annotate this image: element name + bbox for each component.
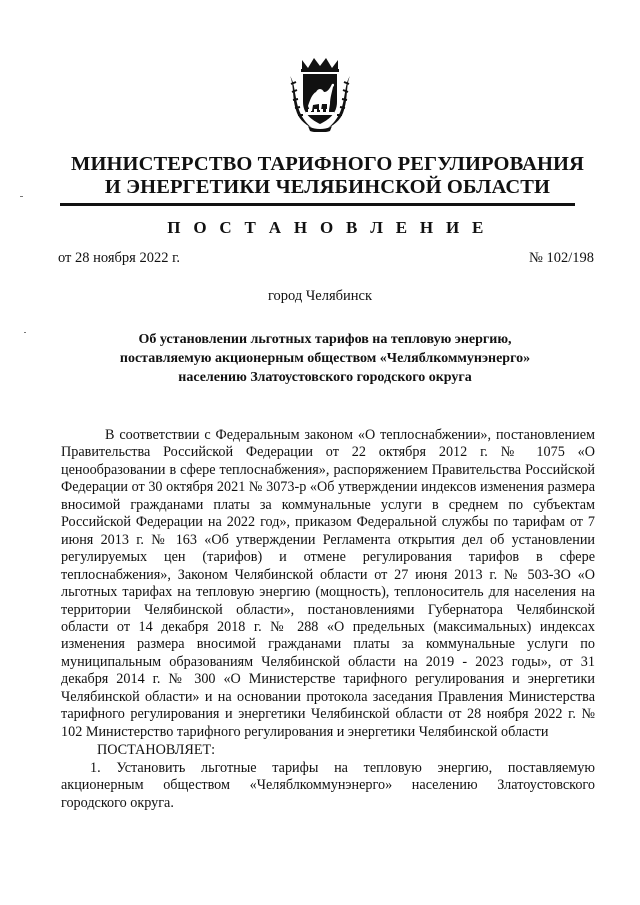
preamble-paragraph: В соответствии с Федеральным законом «О теплоснабжении», постановлением Правительства Российской Федерации от 22 октября 2012 г. № 1075 «О ценообразовании в сфере теплоснабжения», распоряжением Правительства Российской Федерации от 30 октября 2021 № 3073-р «Об утверждении индексов изменения размера вносимой гражданами платы за коммунальные услуги в среднем по субъектам Российской Федерации на 2022 год», приказом Федеральной службы по тарифам от 7 июня 2013 г. № 163 «Об утверждении Регламента открытия дел об установлении регулируемых цен (тарифов) и отмене регулирования тарифов в сфере теплоснабжения», Законом Челябинской области от 27 июня 2013 г. № 503-ЗО «О льготных тарифах на тепловую энергию (мощность), теплоноситель для населения на территории Челябинской области», постановлениями Губернатора Челябинской области от 14 декабря 2018 г. № 288 «О предельных (максимальных) индексах изменения размера вносимой гражданами платы за коммунальные услуги по муниципальным образованиям Челябинской области на 2019 - 2023 годы», от 31 декабря 2014 г. № 300 «О Министерстве тарифного регулирования и энергетики Челябинской области» и на основании протокола заседания Правления Министерства тарифного регулирования и энергетики Челябинской области от 28 ноября 2022 г. № 102 Министерство тарифного регулирования и энергетики Челябинской области [61,427,595,740]
title-line-3: населению Златоустовского городского округа [178,370,472,385]
document-date: от 28 ноября 2022 г. [58,250,181,266]
coat-of-arms-icon [288,54,352,132]
ministry-name-line-2: И ЭНЕРГЕТИКИ ЧЕЛЯБИНСКОЙ ОБЛАСТИ [104,176,551,198]
ministry-name-line-1: МИНИСТЕРСТВО ТАРИФНОГО РЕГУЛИРОВАНИЯ [71,153,584,175]
item-1-paragraph: 1. Установить льготные тарифы на тепловую энергию, поставляемую акционерным обществом «Челяблкоммунэнерго» населению Златоустовского городского округа. [61,759,595,811]
resolves-label: ПОСТАНОВЛЯЕТ: [97,742,216,759]
document-city: город Челябинск [267,288,373,304]
document-body [61,427,595,812]
header-divider [60,203,575,206]
title-line-2: поставляемую акционерным обществом «Челяблкоммунэнерго» [119,351,531,366]
scan-mark [24,332,26,333]
scan-mark [20,196,23,197]
document-type: П О С Т А Н О В Л Е Н И Е [167,218,488,237]
document-number: № 102/198 [529,250,594,266]
title-line-1: Об установлении льготных тарифов на тепловую энергию, [138,332,512,347]
